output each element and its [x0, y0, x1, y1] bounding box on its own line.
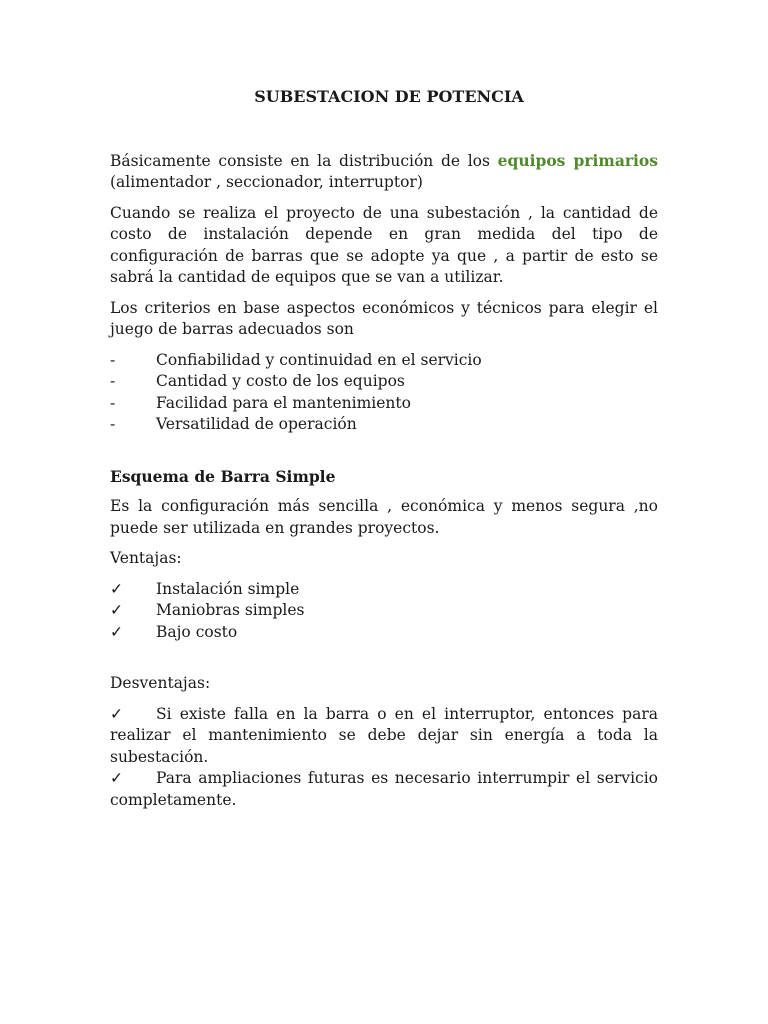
list-item-text: Bajo costo [156, 622, 238, 641]
intro-paragraph [110, 150, 658, 194]
paragraph-project-cost: Cuando se realiza el proyecto de una subestación , la cantidad de costo de instalación depende en gran medida del tipo de configuración de barras que se adopte ya que , a partir de esto se sabrá la cantidad de equipos que se van a utilizar. [110, 203, 658, 286]
ventajas-list [110, 579, 658, 644]
checkmark-icon: ✓ [110, 704, 123, 723]
dash-marker: - [110, 393, 116, 412]
list-item [110, 371, 658, 393]
checkmark-icon: ✓ [110, 601, 123, 619]
intro-text-after: (alimentador , seccionador, interruptor) [110, 173, 423, 191]
list-item [110, 622, 658, 644]
criteria-list [110, 350, 658, 436]
ventajas-label: Ventajas: [110, 549, 182, 567]
list-item-text: Maniobras simples [156, 601, 305, 619]
desventajas-label: Desventajas: [110, 674, 211, 692]
list-item [110, 393, 658, 415]
checkmark-icon: ✓ [110, 622, 123, 641]
intro-highlight: equipos primarios [497, 150, 658, 170]
desventaja-text: Para ampliaciones futuras es necesario interrumpir el servicio completamente. [110, 769, 658, 809]
checkmark-icon: ✓ [110, 769, 123, 787]
list-item [110, 414, 658, 436]
dash-marker: - [110, 372, 116, 390]
list-item-text: Confiabilidad y continuidad en el servicio [156, 350, 482, 369]
desventaja-item [110, 768, 658, 811]
section-title: Esquema de Barra Simple [110, 466, 336, 486]
desventaja-text: Si existe falla en la barra o en el interruptor, entonces para realizar el mantenimiento se debe dejar sin energía a toda la subestación. [110, 704, 658, 766]
intro-text-before: Básicamente consiste en la distribución de los [110, 151, 498, 170]
list-item-text: Versatilidad de operación [156, 415, 357, 433]
list-item-text: Facilidad para el mantenimiento [156, 393, 411, 412]
document-title: SUBESTACION DE POTENCIA [254, 87, 524, 106]
dash-marker: - [110, 415, 116, 433]
list-item [110, 579, 658, 601]
list-item-text: Cantidad y costo de los equipos [156, 372, 405, 390]
desventaja-item [110, 704, 658, 769]
section-paragraph: Es la configuración más sencilla , económica y menos segura ,no puede ser utilizada en grandes proyectos. [110, 497, 658, 537]
document-page [110, 86, 658, 811]
list-item [110, 350, 658, 372]
list-item-text: Instalación simple [156, 579, 300, 598]
list-item [110, 600, 658, 622]
checkmark-icon: ✓ [110, 579, 123, 598]
dash-marker: - [110, 350, 116, 369]
paragraph-criteria: Los criterios en base aspectos económicos y técnicos para elegir el juego de barras adecuados son [110, 298, 658, 338]
